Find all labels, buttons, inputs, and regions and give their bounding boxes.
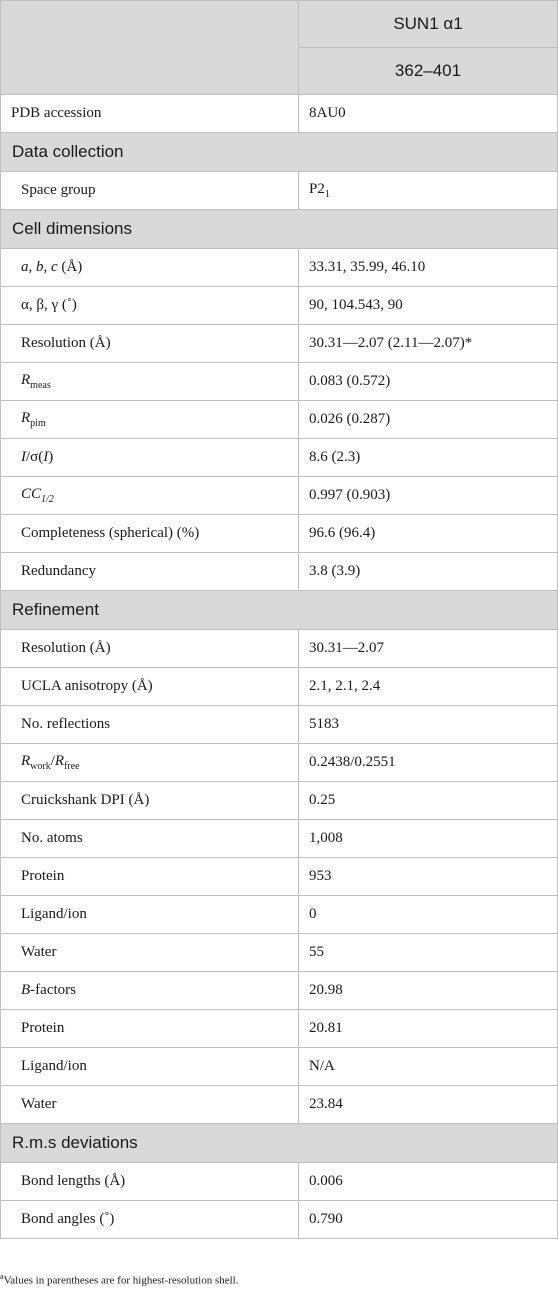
header-blank-cell bbox=[1, 1, 299, 95]
row-label: Redundancy bbox=[1, 553, 299, 591]
row-label: Protein bbox=[1, 1010, 299, 1048]
row-label: No. reflections bbox=[1, 706, 299, 744]
table-footnote bbox=[0, 1272, 238, 1287]
row-label: Water bbox=[1, 1086, 299, 1124]
row-value: 30.31—2.07 (2.11—2.07)* bbox=[299, 325, 558, 363]
row-label: Resolution (Å) bbox=[1, 630, 299, 668]
table-row bbox=[1, 706, 558, 744]
row-value: 55 bbox=[299, 934, 558, 972]
row-label: Bond lengths (Å) bbox=[1, 1163, 299, 1201]
table-row bbox=[1, 172, 558, 210]
row-value: 0.25 bbox=[299, 782, 558, 820]
table-row bbox=[1, 1086, 558, 1124]
table-row bbox=[1, 896, 558, 934]
table-row bbox=[1, 95, 558, 133]
row-value: 0.083 (0.572) bbox=[299, 363, 558, 401]
row-value: 90, 104.543, 90 bbox=[299, 287, 558, 325]
row-value: 0.026 (0.287) bbox=[299, 401, 558, 439]
table-row bbox=[1, 1201, 558, 1239]
row-value: $P2_1$ bbox=[299, 172, 558, 210]
table-row bbox=[1, 1163, 558, 1201]
section-title: Refinement bbox=[1, 591, 558, 630]
table-row bbox=[1, 439, 558, 477]
row-value: 96.6 (96.4) bbox=[299, 515, 558, 553]
table-row bbox=[1, 287, 558, 325]
table-row bbox=[1, 515, 558, 553]
row-value: 0.790 bbox=[299, 1201, 558, 1239]
row-label: PDB accession bbox=[1, 95, 299, 133]
table-row bbox=[1, 553, 558, 591]
row-label: $R_{work}/R_{free}$ bbox=[1, 744, 299, 782]
row-label: Ligand/ion bbox=[1, 896, 299, 934]
header-title: SUN1 α1 bbox=[299, 1, 558, 48]
row-value: 0.997 (0.903) bbox=[299, 477, 558, 515]
section-row bbox=[1, 591, 558, 630]
section-row bbox=[1, 133, 558, 172]
row-label: Resolution (Å) bbox=[1, 325, 299, 363]
row-label: Protein bbox=[1, 858, 299, 896]
row-label: $R_{pim}$ bbox=[1, 401, 299, 439]
section-title: Cell dimensions bbox=[1, 210, 558, 249]
row-value: 8.6 (2.3) bbox=[299, 439, 558, 477]
row-label: Bond angles (˚) bbox=[1, 1201, 299, 1239]
row-value: N/A bbox=[299, 1048, 558, 1086]
row-label: a, b, c (Å) bbox=[1, 249, 299, 287]
table-row bbox=[1, 668, 558, 706]
table-row bbox=[1, 325, 558, 363]
table-row bbox=[1, 972, 558, 1010]
table-row bbox=[1, 401, 558, 439]
table-row bbox=[1, 249, 558, 287]
header-range: 362–401 bbox=[299, 48, 558, 95]
row-value: 3.8 (3.9) bbox=[299, 553, 558, 591]
row-value: 20.98 bbox=[299, 972, 558, 1010]
section-title: R.m.s deviations bbox=[1, 1124, 558, 1163]
section-row bbox=[1, 1124, 558, 1163]
row-value: 30.31—2.07 bbox=[299, 630, 558, 668]
table-row bbox=[1, 782, 558, 820]
table-row bbox=[1, 477, 558, 515]
row-value: 0.2438/0.2551 bbox=[299, 744, 558, 782]
row-value: 5183 bbox=[299, 706, 558, 744]
table-row bbox=[1, 820, 558, 858]
table-row bbox=[1, 744, 558, 782]
section-title: Data collection bbox=[1, 133, 558, 172]
footnote-text: Values in parentheses are for highest-resolution shell. bbox=[3, 1274, 239, 1287]
row-value: 1,008 bbox=[299, 820, 558, 858]
table-row bbox=[1, 1048, 558, 1086]
row-label: No. atoms bbox=[1, 820, 299, 858]
row-value: 23.84 bbox=[299, 1086, 558, 1124]
row-label: Cruickshank DPI (Å) bbox=[1, 782, 299, 820]
row-label: Ligand/ion bbox=[1, 1048, 299, 1086]
table-row bbox=[1, 1010, 558, 1048]
table-row bbox=[1, 630, 558, 668]
table-row bbox=[1, 934, 558, 972]
row-label: $R_{meas}$ bbox=[1, 363, 299, 401]
row-value: 2.1, 2.1, 2.4 bbox=[299, 668, 558, 706]
row-label: Space group bbox=[1, 172, 299, 210]
row-value: 0.006 bbox=[299, 1163, 558, 1201]
section-row bbox=[1, 210, 558, 249]
table-row bbox=[1, 363, 558, 401]
row-label: UCLA anisotropy (Å) bbox=[1, 668, 299, 706]
header-row-title bbox=[1, 1, 558, 48]
footnote-mark: a bbox=[0, 1272, 4, 1281]
row-label: $CC_{1/2}$ bbox=[1, 477, 299, 515]
row-label: B-factors bbox=[1, 972, 299, 1010]
row-label: α, β, γ (˚) bbox=[1, 287, 299, 325]
row-value: 953 bbox=[299, 858, 558, 896]
row-value: 20.81 bbox=[299, 1010, 558, 1048]
row-label: Water bbox=[1, 934, 299, 972]
row-label: I/σ(I) bbox=[1, 439, 299, 477]
row-value: 8AU0 bbox=[299, 95, 558, 133]
table-row bbox=[1, 858, 558, 896]
row-value: 33.31, 35.99, 46.10 bbox=[299, 249, 558, 287]
row-value: 0 bbox=[299, 896, 558, 934]
row-label: Completeness (spherical) (%) bbox=[1, 515, 299, 553]
